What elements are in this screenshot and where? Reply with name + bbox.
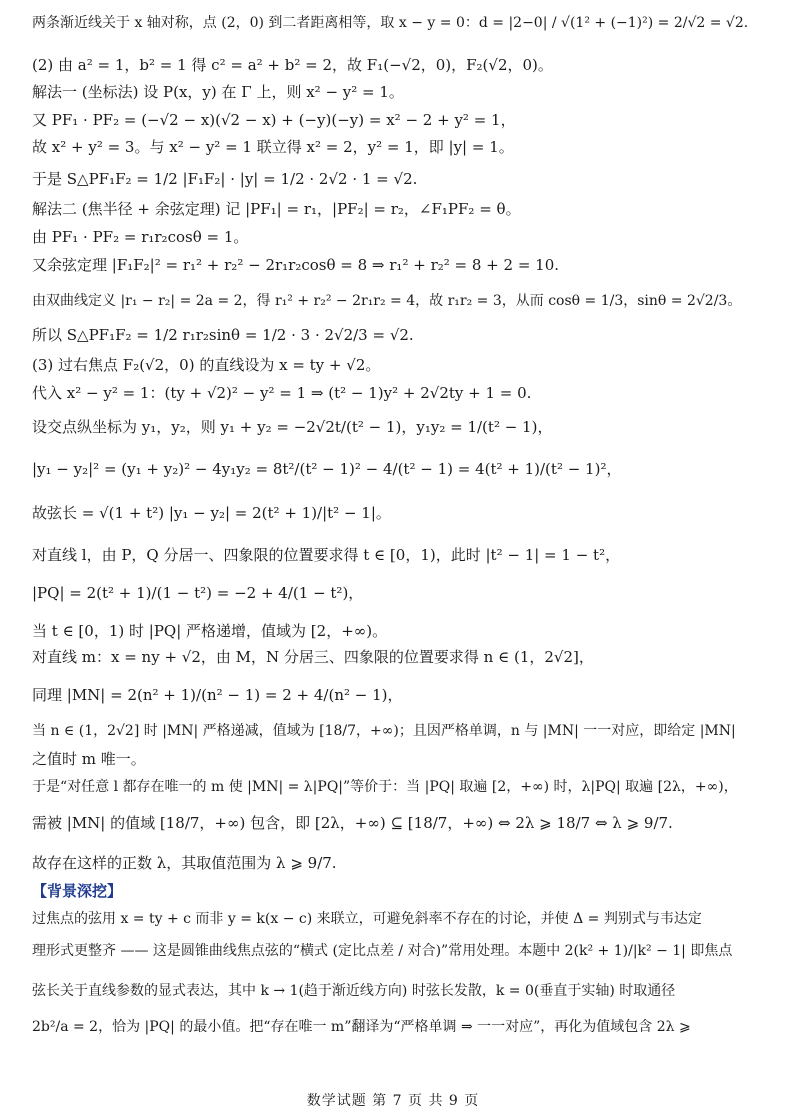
text-line: 2b²/a = 2，恰为 |PQ| 的最小值。把“存在唯一 m”翻译为“严格单调 ⇒ 一一对应”，再化为值域包含 2λ ⩾ [32,1019,691,1035]
text-line: 解法二 (焦半径 + 余弦定理) 记 |PF₁| = r₁，|PF₂| = r₂，∠F₁PF₂ = θ。 [32,200,521,218]
text-line: 同理 |MN| = 2(n² + 1)/(n² − 1) = 2 + 4/(n² − 1)， [32,686,403,704]
text-line: 理形式更整齐 —— 这是圆锥曲线焦点弦的“横式 (定比点差 / 对合)”常用处理。本题中 2(k² + 1)/|k² − 1| 即焦点 [32,943,733,959]
text-line: (2) 由 a² = 1，b² = 1 得 c² = a² + b² = 2，故 F₁(−√2，0)，F₂(√2，0)。 [32,56,553,74]
text-line: 又 PF₁ · PF₂ = (−√2 − x)(√2 − x) + (−y)(−y) = x² − 2 + y² = 1， [32,111,516,129]
text-line: 对直线 l，由 P，Q 分居一、四象限的位置要求得 t ∈ [0，1)，此时 |t² − 1| = 1 − t²， [32,546,621,564]
text-line: |y₁ − y₂|² = (y₁ + y₂)² − 4y₁y₂ = 8t²/(t² − 1)² − 4/(t² − 1) = 4(t² + 1)/(t² − 1)²， [32,460,622,478]
text-line: 于是 S△PF₁F₂ = 1/2 |F₁F₂| · |y| = 1/2 · 2√2 · 1 = √2. [32,170,418,188]
text-line: 设交点纵坐标为 y₁，y₂，则 y₁ + y₂ = −2√2t/(t² − 1)，y₁y₂ = 1/(t² − 1)， [32,418,553,436]
text-line: (3) 过右焦点 F₂(√2，0) 的直线设为 x = ty + √2。 [32,356,381,374]
section-heading: 【背景深挖】 [32,882,123,900]
text-line: 之值时 m 唯一。 [32,750,146,768]
text-line: 又余弦定理 |F₁F₂|² = r₁² + r₂² − 2r₁r₂cosθ = 8 ⇒ r₁² + r₂² = 8 + 2 = 10. [32,256,560,274]
text-line: 由 PF₁ · PF₂ = r₁r₂cosθ = 1。 [32,228,249,246]
text-line: 当 n ∈ (1，2√2] 时 |MN| 严格递减，值域为 [18/7，+∞)；且因严格单调，n 与 |MN| 一一对应，即给定 |MN| [32,723,736,739]
text-line: 于是“对任意 l 都存在唯一的 m 使 |MN| = λ|PQ|”等价于：当 |PQ| 取遍 [2，+∞) 时，λ|PQ| 取遍 [2λ，+∞)， [32,779,738,795]
text-line: 故 x² + y² = 3。与 x² − y² = 1 联立得 x² = 2，y² = 1，即 |y| = 1。 [32,138,514,156]
text-line: 当 t ∈ [0，1) 时 |PQ| 严格递增，值域为 [2，+∞)。 [32,622,388,640]
text-line: 对直线 m：x = ny + √2，由 M，N 分居三、四象限的位置要求得 n ∈ (1，2√2]， [32,648,594,666]
page-footer: 数学试题 第 7 页 共 9 页 [306,1093,480,1109]
text-line: 弦长关于直线参数的显式表达，其中 k → 1(趋于渐近线方向) 时弦长发散，k = 0(垂直于实轴) 时取通径 [32,983,676,999]
text-line: 所以 S△PF₁F₂ = 1/2 r₁r₂sinθ = 1/2 · 3 · 2√2/3 = √2. [32,326,414,344]
text-line: 故存在这样的正数 λ，其取值范围为 λ ⩾ 9/7. [32,854,337,872]
text-line: 故弦长 = √(1 + t²) |y₁ − y₂| = 2(t² + 1)/|t² − 1|。 [32,504,391,522]
text-line: 需被 |MN| 的值域 [18/7，+∞) 包含，即 [2λ，+∞) ⊆ [18/7，+∞) ⇔ 2λ ⩾ 18/7 ⇔ λ ⩾ 9/7. [32,814,673,832]
text-line: 解法一 (坐标法) 设 P(x，y) 在 Γ 上，则 x² − y² = 1。 [32,83,404,101]
text-line: 由双曲线定义 |r₁ − r₂| = 2a = 2，得 r₁² + r₂² − 2r₁r₂ = 4，故 r₁r₂ = 3，从而 cosθ = 1/3，sinθ = 2√2/3。 [32,293,742,309]
text-line: 代入 x² − y² = 1：(ty + √2)² − y² = 1 ⇒ (t² − 1)y² + 2√2ty + 1 = 0. [32,384,532,402]
text-line: 过焦点的弦用 x = ty + c 而非 y = k(x − c) 来联立，可避免斜率不存在的讨论，并使 Δ = 判别式与韦达定 [32,911,702,927]
text-line: |PQ| = 2(t² + 1)/(1 − t²) = −2 + 4/(1 − t²)， [32,584,364,602]
text-line: 两条渐近线关于 x 轴对称，点 (2，0) 到二者距离相等，取 x − y = 0：d = |2−0| / √(1² + (−1)²) = 2/√2 = √2. [32,15,749,31]
